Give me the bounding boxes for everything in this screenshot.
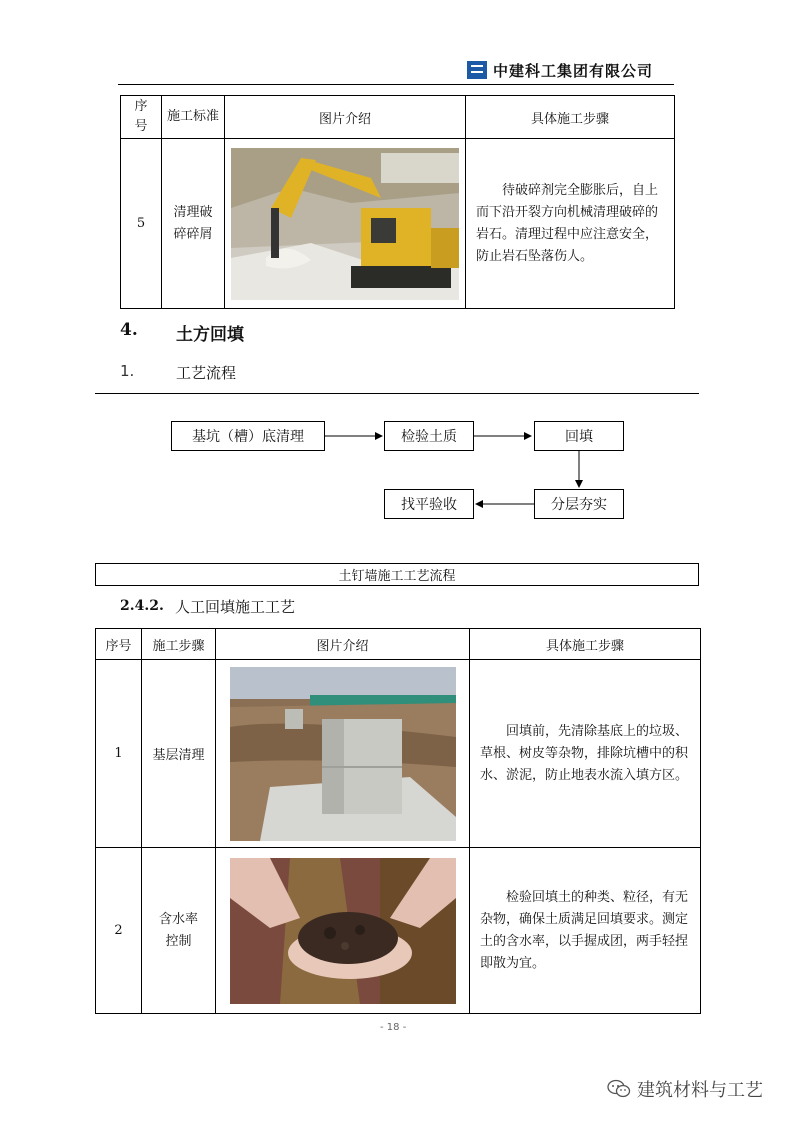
flow-step-inspect: 检验土质 bbox=[384, 421, 474, 451]
flow-step-compact: 分层夯实 bbox=[534, 489, 624, 519]
subsection-title: 工艺流程 bbox=[176, 364, 237, 382]
backfill-table bbox=[95, 628, 701, 1014]
row-name: 清理破碎碎屑 bbox=[162, 139, 225, 309]
row-number: 5 bbox=[121, 139, 162, 309]
photo-cell bbox=[216, 660, 470, 848]
row-number: 2 bbox=[96, 848, 142, 1014]
subsection-number: 1. bbox=[120, 362, 135, 380]
watermark bbox=[607, 1076, 763, 1102]
header-step: 施工步骤 bbox=[142, 629, 216, 660]
company-name: 中建科工集团有限公司 bbox=[493, 62, 654, 80]
row-description bbox=[470, 848, 701, 1014]
flow-arrows bbox=[0, 0, 793, 560]
row-description-text: 回填前，先清除基底上的垃圾、草根、树皮等杂物，排除坑槽中的积水、淤泥，防止地表水流入填方区。 bbox=[480, 723, 689, 783]
row-number: 1 bbox=[96, 660, 142, 848]
table-row bbox=[96, 848, 701, 1014]
row-description-text: 检验回填土的种类、粒径，有无杂物，确保土质满足回填要求。测定土的含水率，以手握成团，两手轻捏即散为宜。 bbox=[480, 889, 689, 971]
page-number: - 18 - bbox=[380, 1022, 407, 1033]
foundation-photo bbox=[230, 667, 456, 841]
flowchart-caption: 土钉墙施工工艺流程 bbox=[95, 563, 699, 586]
row-name: 含水率控制 bbox=[142, 848, 216, 1014]
soil-in-hands-photo bbox=[230, 858, 456, 1004]
header-no: 序号 bbox=[121, 96, 162, 139]
header-standard: 施工标准 bbox=[162, 96, 225, 139]
header-no: 序号 bbox=[96, 629, 142, 660]
subsection-heading-242 bbox=[120, 596, 296, 616]
header-photo: 图片介绍 bbox=[216, 629, 470, 660]
row-name: 基层清理 bbox=[142, 660, 216, 848]
section-title: 土方回填 bbox=[176, 325, 244, 345]
subsection-title: 人工回填施工工艺 bbox=[175, 598, 296, 616]
flow-step-clean: 基坑（槽）底清理 bbox=[171, 421, 325, 451]
watermark-text: 建筑材料与工艺 bbox=[637, 1080, 763, 1101]
photo-cell bbox=[216, 848, 470, 1014]
header-steps: 具体施工步骤 bbox=[470, 629, 701, 660]
header-steps: 具体施工步骤 bbox=[466, 96, 675, 139]
table-row bbox=[96, 660, 701, 848]
header-photo: 图片介绍 bbox=[225, 96, 466, 139]
row-description bbox=[470, 660, 701, 848]
flow-step-level: 找平验收 bbox=[384, 489, 474, 519]
subsection-number: 2.4.2. bbox=[120, 598, 164, 614]
wechat-icon bbox=[607, 1079, 631, 1099]
flow-step-backfill: 回填 bbox=[534, 421, 624, 451]
row-description-text: 待破碎剂完全膨胀后，自上而下沿开裂方向机械清理破碎的岩石。清理过程中应注意安全，防止岩石坠落伤人。 bbox=[476, 182, 659, 264]
section-number: 4. bbox=[120, 320, 138, 340]
